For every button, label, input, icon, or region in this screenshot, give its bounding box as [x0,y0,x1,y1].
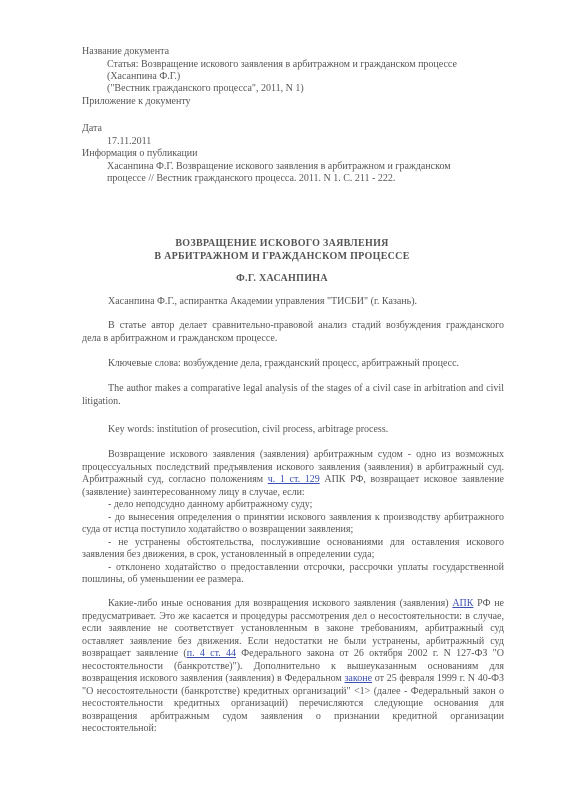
author-heading: Ф.Г. ХАСАНПИНА [236,273,328,284]
paragraph-2-part-d: от 25 февраля 1999 г. N 40-ФЗ "О несостоятельности (банкротстве) кредитных организаций" <1> (далее - Федеральный закон о несостоятельности кредитных организаций) перечисляются следующие основания для возвращения арбитражным судом заявления о признании кредитной организации несостоятельной: [82,673,504,734]
body-paragraph-2 [82,598,504,736]
publication-line-1: Хасанпина Ф.Г. Возвращение искового заявления в арбитражном и гражданском [107,161,451,172]
title-line-1: Статья: Возвращение искового заявления в арбитражном и гражданском процессе [107,59,457,70]
title-label: Название документа [82,46,170,57]
appendix-label: Приложение к документу [82,96,191,107]
bullet-1: - дело неподсудно данному арбитражному суду; [108,499,313,510]
link-law[interactable]: законе [344,673,373,684]
abstract-en-text: The author makes a comparative legal analysis of the stages of a civil case in arbitration and civil litigation. [82,383,504,407]
paragraph-1-part-a: Возвращение искового заявления (заявления) арбитражным судом - одно из возможных процессуальных последствий предъявления искового заявления (заявления) в арбитражный суд. Арбитражный суд, согласно положениям [82,449,504,485]
paragraph-1-text [82,449,504,499]
link-apk-art-129[interactable]: ч. 1 ст. 129 [267,474,320,485]
bullet-4: - отклонено ходатайство о предоставлении отсрочки, рассрочки уплаты государственной пошлины, об уменьшении ее размера. [82,561,504,585]
paragraph-2-part-a: Какие-либо иные основания для возвращения искового заявления (заявления) [108,598,453,609]
bullet-2: - до вынесения определения о принятии искового заявления к производству арбитражного суда от истца поступило ходатайство о возвращении заявления; [82,511,504,535]
body-paragraph-1 [82,449,504,587]
keywords-ru-text: Ключевые слова: возбуждение дела, гражданский процесс, арбитражный процесс. [108,358,460,369]
paragraph-2-part-c: Федерального закона от 26 октября 2002 г. N 127-ФЗ "О несостоятельности (банкротстве)"). Дополнительно к вышеуказанным основаниям для возвращения искового заявления (заявления) в Федеральном [82,648,504,684]
keywords-en [82,424,504,437]
paragraph-2-text [82,598,504,736]
publication-line-2: процессе // Вестник гражданского процесса. 2011. N 1. С. 211 - 222. [107,173,396,184]
publication-label: Информация о публикации [82,148,198,159]
date-value: 17.11.2011 [107,136,152,147]
keywords-en-text: Key words: institution of prosecution, civil process, arbitrage process. [108,424,389,435]
abstract-ru [82,320,504,345]
date-label: Дата [82,123,102,134]
paragraph-1-part-b: АПК РФ, возвращает исковое заявление (заявление) заинтересованному лицу в случае, если: [82,474,504,498]
paragraph-2-part-b: РФ не предусматривает. Это же касается и процедуры рассмотрения дел о несостоятельности: в случае, если заявление не соответствует установленным в законе требованиям, арбитражный суд оставляет заявление без движения. Если недостатки не были устранены, арбитражный суд возвращает заявление ( [82,598,504,659]
title-line-3: ("Вестник гражданского процесса", 2011, N 1) [107,83,304,94]
abstract-ru-text: В статье автор делает сравнительно-правовой анализ стадий возбуждения гражданского дела в арбитражном и гражданском процессе. [82,320,504,344]
author-info: Хасанпина Ф.Г., аспирантка Академии управления "ТИСБИ" (г. Казань). [108,296,418,307]
title-line-2: (Хасанпина Ф.Г.) [107,71,181,82]
bullet-3: - не устранены обстоятельства, послужившие основаниями для оставления искового заявления без движения, в срок, установленный в определении суда; [82,536,504,560]
article-heading-line-2: В АРБИТРАЖНОМ И ГРАЖДАНСКОМ ПРОЦЕССЕ [154,251,410,262]
link-apk[interactable]: АПК [452,598,474,609]
link-art-44[interactable]: п. 4 ст. 44 [186,648,236,659]
abstract-en [82,383,504,408]
article-heading-line-1: ВОЗВРАЩЕНИЕ ИСКОВОГО ЗАЯВЛЕНИЯ [175,238,389,249]
keywords-ru [82,358,504,371]
